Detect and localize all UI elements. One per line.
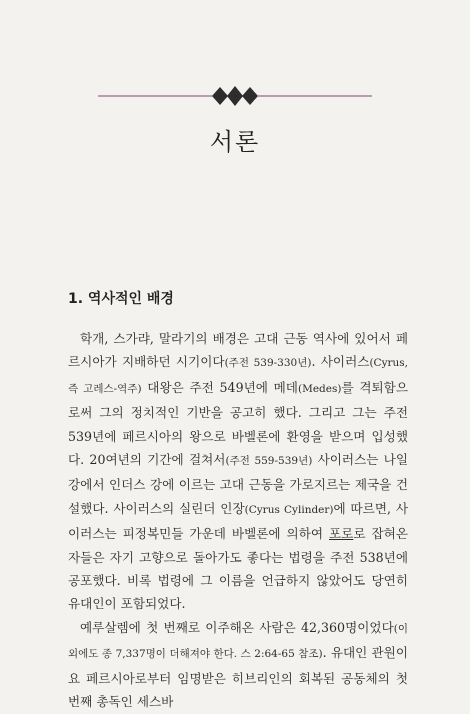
text-run: 대왕은 주전 549년에 메데 [141,379,298,395]
chapter-title: 서론 [209,128,261,156]
text-run: 로 잡혀온 자들은 자기 고향으로 돌아가도 좋다는 법령을 주전 538년에 공포했다. 비록 법령에 그 이름을 언급하지 않았어도 당연히 유대인이 포함되었다. [68,526,408,612]
text-run: 사이러스는 나일 강에서 인더스 강에 이르는 고대 근동을 가로지르는 제국을 건설했다. 사이러스의 실린더 인장 [68,452,409,516]
paragraph-2 [68,616,408,714]
underlined-text: 포로 [329,526,354,542]
text-run: 예루살렘에 첫 번째로 이주해온 사람은 42,360명이었다 [80,619,394,635]
text-run: 를 격퇴함으로써 그의 정치적인 기반을 공고히 했다. 그리고 그는 주전 539년에 페르시아의 왕으로 바벨론에 환영을 받으며 입성했다. 20여년의 기간에 걸쳐서 [68,379,408,468]
text-run-small: (Cyrus Cylinder) [244,503,334,516]
text-run-small: (주전 539-330년) [224,357,312,370]
paragraph-1 [68,327,408,616]
text-run-small: (이외에도 종 7,337명이 더해져야 한다. 스 2:64-65 참조) [68,622,408,661]
text-run: 에 따르면, 사이러스는 피정복민들 가운데 바벨론에 의하여 [68,500,408,542]
text-run: 학개, 스가랴, 말라기의 배경은 고대 근동 역사에 있어서 페르시아가 지배하던 시기이다 [68,331,408,370]
text-run: . 유대인 관원이요 페르시아로부터 임명받은 히브리인의 회복된 공동체의 첫 번째 총독인 세스바 [68,645,408,710]
text-run: . 사이러스 [311,354,370,370]
body-text [68,327,408,714]
text-run-small: (주전 559-539년) [225,455,313,468]
text-run-small: (Medes) [297,382,342,395]
diamond-ornament-icon [0,84,470,108]
section-heading: 1. 역사적인 배경 [68,291,174,307]
text-run-small: (Cyrus, 즉 고레스-역주) [68,357,409,395]
